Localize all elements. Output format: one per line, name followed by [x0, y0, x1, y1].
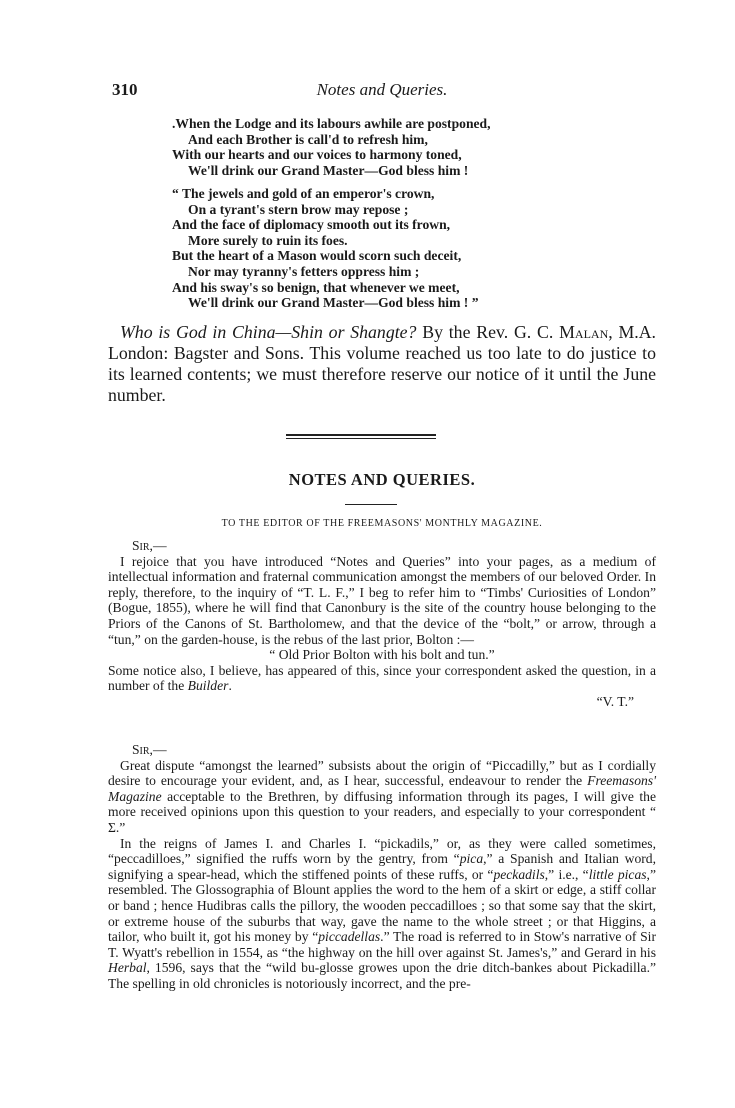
title-underline: [345, 504, 397, 505]
poem-line: Nor may tyranny's fetters oppress him ;: [188, 263, 420, 279]
review-author: Malan: [559, 322, 609, 342]
section-title: NOTES AND QUERIES.: [288, 470, 476, 489]
running-title: Notes and Queries.: [316, 80, 448, 99]
poem-line: On a tyrant's stern brow may repose ;: [188, 201, 409, 217]
poem-line: And the face of diplomacy smooth out its frown,: [172, 217, 451, 233]
letter-1: [108, 538, 656, 710]
poem-line: But the heart of a Mason would scorn such deceit,: [172, 248, 462, 264]
salutation: Sir,—: [132, 742, 167, 757]
poem-stanza-2: [172, 186, 592, 311]
letter-paragraph: In the reigns of James I. and Charles I. “pickadils,” or, as they were called sometimes, “peccadilloes,” signified the ruffs worn by the gentry, from “pica,” a Spanish and Italian word, signifying a spear-head, which the stiffened points of these ruffs, or “peckadils,” i.e., “little picas,” resembled. The Glossographia of Blount applies the word to the hem of a skirt or edge, a stiff collar or band ; hence Hudibras calls the pillory, the wooden peccadilloes ; so that some say that the skirt, or extreme house of the suburbs that way, gave the name to the whole street ; or that Higgins, a tailor, who built it, got his money by “piccadellas.” The road is referred to in Stow's narrative of Sir T. Wyatt's rebellion in 1554, as “the highway on the hill over against St. James's,” and Gerard in his Herbal, 1596, says that the “wild bu-glosse growes upon the drie ditch-bankes about Pickadilla.” The spelling in old chronicles is notoriously incorrect, and the pre-: [108, 835, 657, 991]
poem-stanza-1: [172, 116, 592, 178]
poem-line: We'll drink our Grand Master—God bless him !: [188, 162, 469, 178]
addressee-line: TO THE EDITOR OF THE FREEMASONS' MONTHLY MAGAZINE.: [221, 518, 543, 529]
book-review: [108, 322, 656, 406]
poem-line: .When the Lodge and its labours awhile are postponed,: [172, 116, 491, 131]
review-book-title: Who is God in China—Shin or Shangte?: [120, 322, 417, 342]
signature: “V. T.”: [596, 693, 634, 709]
letter-paragraph: Some notice also, I believe, has appeared of this, since your correspondent asked the question, in a number of the Builder.: [108, 662, 656, 694]
page-header: [112, 80, 652, 102]
quoted-line: “ Old Prior Bolton with his bolt and tun.”: [269, 647, 495, 663]
poem-line: More surely to ruin its foes.: [188, 232, 348, 248]
poem-line: With our hearts and our voices to harmony toned,: [172, 147, 462, 163]
letter-paragraph: Great dispute “amongst the learned” subsists about the origin of “Piccadilly,” but as I cordially desire to encourage your evident, and, as I hear, successful, endeavour to render the Freemasons' Magazine acceptable to the Brethren, by diffusing information through its pages, I will give the more received opinions upon this question to your readers, and especially to your correspondent “ Σ.”: [108, 757, 656, 835]
poem-line: And his sway's so benign, that whenever we meet,: [172, 279, 460, 295]
poem-line: “ The jewels and gold of an emperor's crown,: [172, 186, 435, 201]
salutation: Sir,—: [132, 538, 167, 553]
section-divider: [286, 434, 436, 441]
letter-2: [108, 742, 656, 992]
poem-line: And each Brother is call'd to refresh him,: [188, 131, 428, 147]
poem-line: We'll drink our Grand Master—God bless him ! ”: [188, 295, 479, 311]
review-paragraph: Who is God in China—Shin or Shangte? By the Rev. G. C. Malan, M.A. London: Bagster and Sons. This volume reached us too late to do justice to its learned contents; we must therefore reserve our notice of it until the June number.: [108, 322, 656, 405]
page-number: 310: [112, 80, 138, 99]
letter-paragraph: I rejoice that you have introduced “Notes and Queries” into your pages, as a medium of intellectual information and fraternal communication amongst the members of our beloved Order. In reply, therefore, to the inquiry of “T. L. F.,” I beg to refer him to “Timbs' Curiosities of London” (Bogue, 1855), where he will find that Canonbury is the site of the country house belonging to the Priors of the Canons of St. Bartholomew, and that the device of the “bolt,” or arrow, through a “tun,” on the garden-house, is the rebus of the last prior, Bolton :—: [108, 553, 656, 647]
